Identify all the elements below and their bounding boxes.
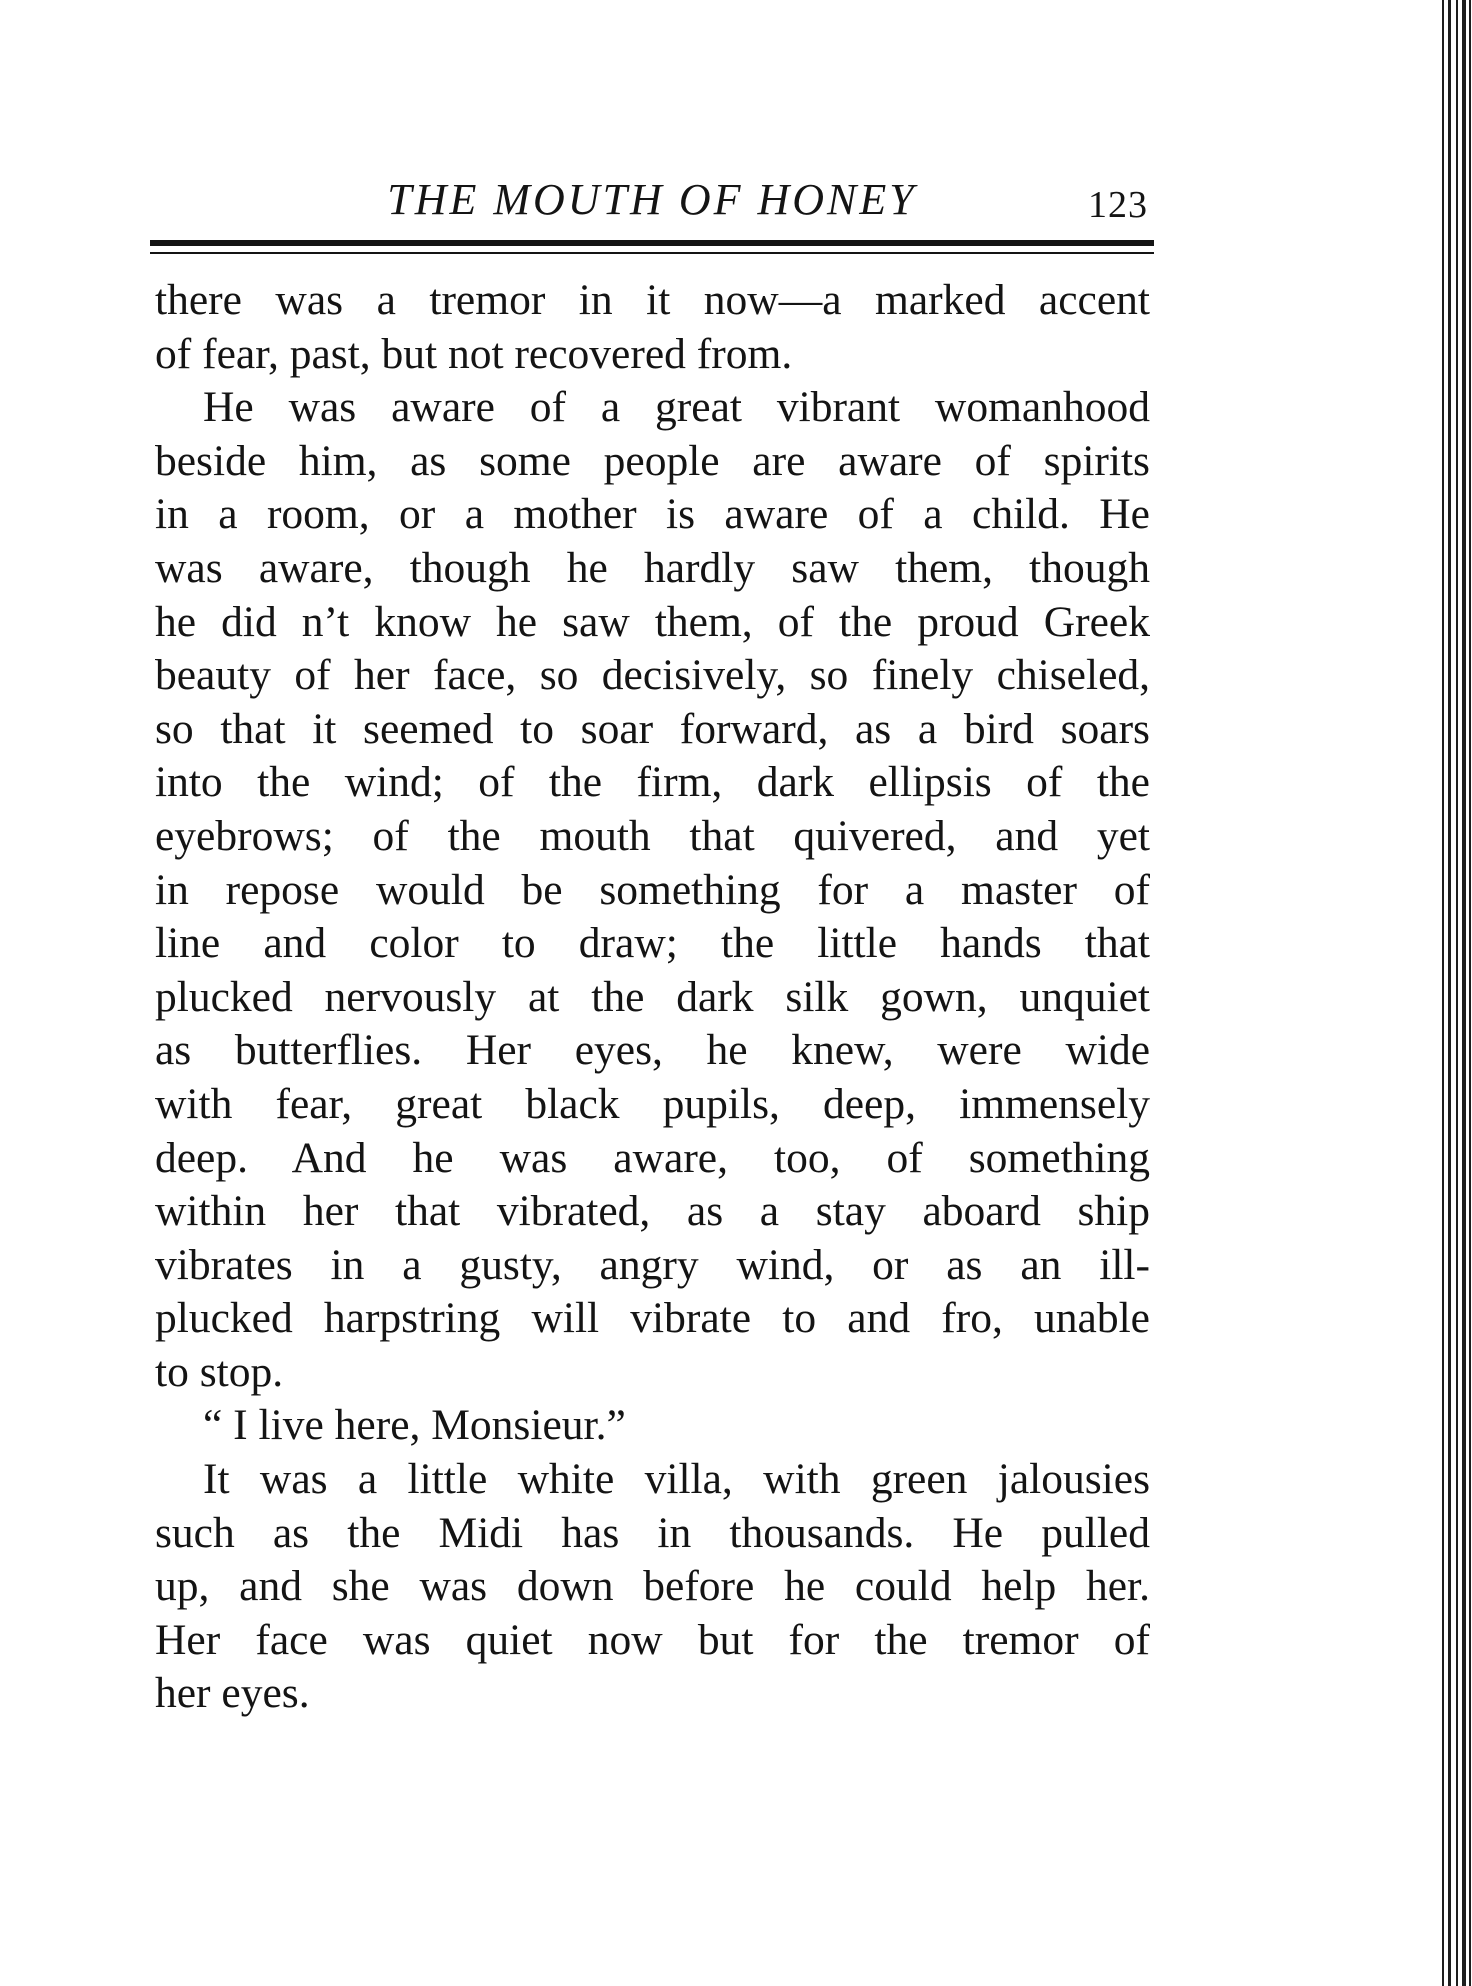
text-line: Her face was quiet now but for the tremor of [155,1615,1150,1664]
edge-line [1462,0,1466,1986]
text-line: vibrates in a gusty, angry wind, or as an ill- [155,1240,1150,1289]
text-line: was aware, though he hardly saw them, though [155,543,1150,592]
text-line: within her that vibrated, as a stay aboard ship [155,1187,1150,1236]
text-line: with fear, great black pupils, deep, immensely [155,1079,1150,1128]
text-line: plucked nervously at the dark silk gown, unquiet [155,972,1150,1021]
text-line: in a room, or a mother is aware of a child. He [155,490,1150,539]
text-line: plucked harpstring will vibrate to and fro, unable [155,1294,1150,1343]
text-line: He was aware of a great vibrant womanhood [203,383,1150,432]
edge-line [1469,0,1471,1986]
header-rule-thick [150,240,1154,246]
text-line: eyebrows; of the mouth that quivered, and yet [155,811,1150,860]
page-header [152,168,1152,238]
text-line: beauty of her face, so decisively, so finely chiseled, [155,651,1150,700]
text-line: such as the Midi has in thousands. He pulled [155,1508,1150,1557]
text-line: in repose would be something for a master of [155,865,1150,914]
text-line: line and color to draw; the little hands that [155,919,1150,968]
edge-line [1442,0,1444,1986]
running-title: THE MOUTH OF HONEY [387,175,917,224]
page-number: 123 [1088,184,1148,226]
text-line: her eyes. [155,1669,310,1718]
text-line: “ I live here, Monsieur.” [203,1401,626,1450]
text-line: It was a little white villa, with green jalousies [203,1455,1150,1504]
edge-line [1448,0,1451,1986]
text-line: so that it seemed to soar forward, as a bird soars [155,704,1150,753]
text-line: beside him, as some people are aware of spirits [155,436,1150,485]
text-line: up, and she was down before he could help her. [155,1562,1150,1611]
body-text [155,274,1150,1721]
text-line: into the wind; of the firm, dark ellipsis of the [155,758,1150,807]
text-line: he did n’t know he saw them, of the proud Greek [155,597,1150,646]
text-line: of fear, past, but not recovered from. [155,329,793,378]
text-line: as butterflies. Her eyes, he knew, were wide [155,1026,1150,1075]
header-rule-thin [150,252,1154,254]
text-line: deep. And he was aware, too, of something [155,1133,1150,1182]
text-line: there was a tremor in it now—a marked accent [155,276,1150,324]
page-binding-edge [1436,0,1472,1986]
edge-line [1456,0,1458,1986]
text-line: to stop. [155,1347,284,1396]
